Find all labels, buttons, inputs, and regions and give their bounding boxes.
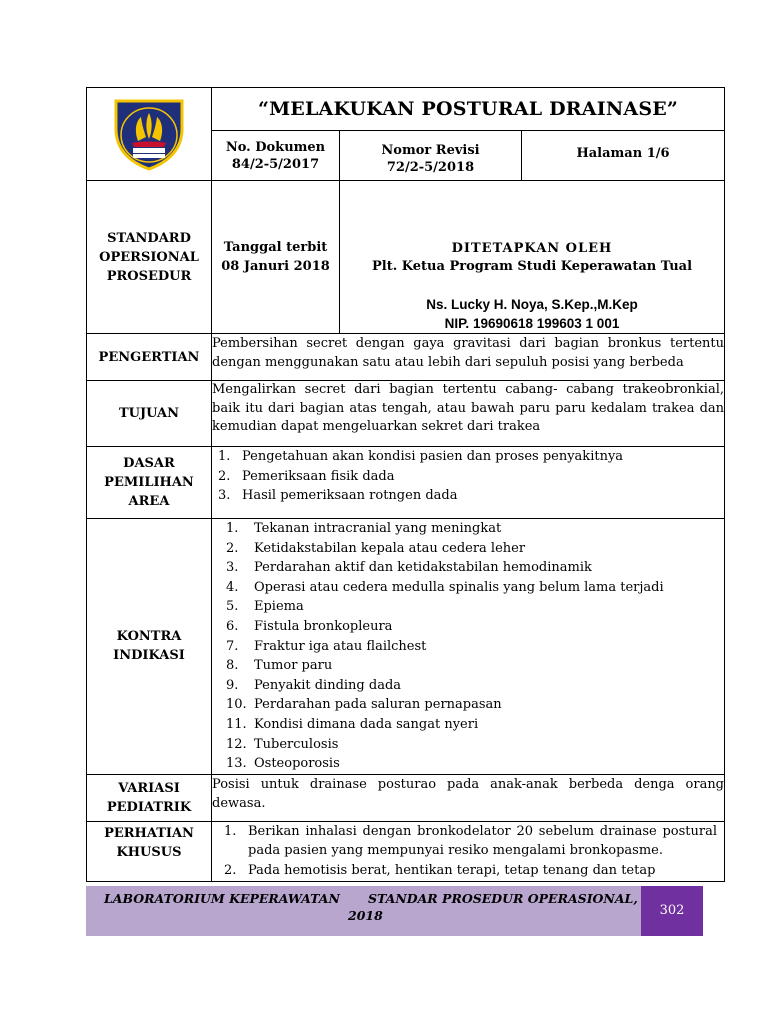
dasar-label-line1: DASAR — [123, 456, 175, 471]
nomor-revisi-value: 72/2-5/2018 — [386, 159, 475, 175]
list-item-text: Hasil pemeriksaan rotngen dada — [242, 488, 458, 504]
dasar-label-line3: AREA — [128, 494, 170, 509]
list-item-number: 2. — [224, 862, 237, 878]
tanggal-terbit-value: 08 Januri 2018 — [221, 259, 330, 274]
footer-page-number: 302 — [641, 886, 703, 936]
list-item — [226, 597, 717, 617]
list-item-text: Ketidakstabilan kepala atau cedera leher — [254, 540, 526, 556]
nomor-revisi-cell — [340, 131, 522, 181]
footer-sop-label: STANDAR PROSEDUR OPERASIONAL, — [368, 891, 638, 906]
footer-year: 2018 — [348, 908, 383, 923]
no-dokumen-label: No. Dokumen — [225, 139, 326, 155]
list-item-text: Tumor paru — [254, 658, 333, 674]
list-item-number: 8. — [226, 658, 239, 674]
sop-table — [86, 87, 725, 882]
kontra-list-cell — [212, 519, 725, 775]
list-item-number: 6. — [226, 618, 239, 634]
list-item-text: Operasi atau cedera medulla spinalis yang belum lama terjadi — [254, 579, 664, 595]
tanggal-terbit-cell — [212, 181, 340, 334]
footer-lab-label: LABORATORIUM KEPERAWATAN — [104, 891, 340, 906]
list-item — [218, 447, 717, 467]
list-item-number: 9. — [226, 677, 239, 693]
halaman-label: Halaman 1/6 — [576, 146, 670, 161]
no-dokumen-cell — [212, 131, 340, 181]
list-item-number: 4. — [226, 579, 239, 595]
list-item — [224, 822, 717, 861]
list-item — [226, 578, 717, 598]
list-item-text: Pengetahuan akan kondisi pasien dan proses penyakitnya — [242, 449, 624, 464]
list-item-text: Pemeriksaan fisik dada — [242, 468, 395, 484]
list-item-number: 3. — [226, 560, 239, 576]
list-item — [218, 467, 717, 487]
list-item-text: Pada hemotisis berat, hentikan terapi, tetap tenang dan tetap — [248, 862, 656, 878]
list-item-number: 1. — [226, 521, 239, 536]
perhatian-list-cell — [212, 821, 725, 881]
dasar-list-cell — [212, 447, 725, 519]
list-item — [218, 486, 717, 506]
list-item-text: Perdarahan aktif dan ketidakstabilan hemodinamik — [254, 560, 592, 576]
perhatian-label-cell — [87, 821, 212, 881]
kontra-label-line1: KONTRA — [116, 629, 182, 645]
tujuan-label: TUJUAN — [87, 381, 212, 447]
dasar-list — [218, 447, 717, 506]
sop-label-line1: STANDARD — [107, 230, 191, 246]
pengertian-label: PENGERTIAN — [87, 334, 212, 381]
page-footer — [86, 886, 703, 936]
list-item-text: Osteoporosis — [254, 756, 340, 772]
list-item-number: 3. — [218, 488, 231, 504]
list-item — [226, 617, 717, 637]
variasi-label-cell — [87, 774, 212, 821]
signer-nip: NIP. 19690618 199603 1 001 — [444, 316, 620, 331]
kontra-list — [226, 519, 717, 774]
list-item-number: 2. — [218, 468, 231, 484]
list-item-text: Berikan inhalasi dengan bronkodelator 20 sebelum drainase postural pada pasien yang mempunyai resiko mengalami bronkopasme. — [248, 823, 718, 859]
list-item-number: 10. — [226, 697, 247, 713]
list-item-number: 2. — [226, 540, 239, 556]
list-item — [226, 754, 717, 774]
list-item — [226, 656, 717, 676]
list-item-text: Kondisi dimana dada sangat nyeri — [254, 716, 479, 732]
tujuan-text: Mengalirkan secret dari bagian tertentu cabang- cabang trakeobronkial, baik itu dari bagian atas tengah, atau bawah paru paru kedalam trakea dan kemudian dapat mengeluarkan sekret dari trakea — [212, 381, 725, 447]
variasi-text: Posisi untuk drainase posturao pada anak-anak berbeda denga orang dewasa. — [212, 774, 725, 821]
list-item — [226, 695, 717, 715]
pengertian-text: Pembersihan secret dengan gaya gravitasi dari bagian bronkus tertentu dengan menggunakan satu atau lebih dari sepuluh posisi yang berbeda — [212, 334, 725, 381]
list-item-text: Fraktur iga atau flailchest — [254, 638, 427, 654]
list-item-number: 5. — [226, 599, 239, 615]
list-item-text: Tuberculosis — [254, 736, 339, 752]
dasar-label-line2: PEMILIHAN — [104, 475, 194, 490]
no-dokumen-value: 84/2-5/2017 — [231, 156, 320, 172]
list-item — [226, 558, 717, 578]
nomor-revisi-label: Nomor Revisi — [381, 142, 480, 158]
list-item-number: 7. — [226, 638, 239, 654]
signer-block — [340, 295, 724, 333]
dasar-label-cell — [87, 447, 212, 519]
logo-cell — [87, 88, 212, 181]
document-title: “MELAKUKAN POSTURAL DRAINASE” — [212, 88, 725, 131]
list-item-number: 1. — [218, 449, 231, 464]
list-item-text: Fistula bronkopleura — [254, 618, 393, 634]
perhatian-label-line1: PERHATIAN — [104, 825, 194, 841]
list-item-text: Epiema — [254, 599, 304, 615]
list-item — [226, 539, 717, 559]
tanggal-terbit-label: Tanggal terbit — [223, 240, 328, 255]
list-item — [226, 637, 717, 657]
list-item — [224, 861, 717, 881]
kontra-label-cell — [87, 519, 212, 775]
list-item-text: Perdarahan pada saluran pernapasan — [254, 697, 502, 713]
list-item-text: Penyakit dinding dada — [254, 677, 402, 693]
sop-label-line2: OPERSIONAL — [99, 249, 199, 265]
sop-label-cell — [87, 181, 212, 334]
list-item-number: 11. — [226, 716, 247, 732]
variasi-label-line2: PEDIATRIK — [106, 799, 192, 815]
list-item — [226, 715, 717, 735]
perhatian-list — [224, 822, 717, 881]
halaman-cell — [522, 131, 725, 181]
list-item-text: Tekanan intracranial yang meningkat — [254, 521, 502, 536]
kontra-label-line2: INDIKASI — [113, 648, 185, 664]
list-item — [226, 676, 717, 696]
institution-logo — [108, 95, 190, 173]
signer-name: Ns. Lucky H. Noya, S.Kep.,M.Kep — [426, 297, 638, 312]
perhatian-label-line2: KHUSUS — [116, 844, 182, 860]
list-item-number: 12. — [226, 736, 247, 752]
list-item — [226, 519, 717, 539]
signature-cell — [340, 181, 725, 334]
variasi-label-line1: VARIASI — [118, 780, 180, 796]
sop-label-line3: PROSEDUR — [106, 268, 192, 284]
list-item — [226, 735, 717, 755]
list-item-number: 1. — [224, 823, 237, 839]
ditetapkan-oleh: DITETAPKAN OLEH — [451, 240, 613, 256]
list-item-number: 13. — [226, 756, 247, 772]
signer-position: Plt. Ketua Program Studi Keperawatan Tual — [371, 258, 693, 274]
